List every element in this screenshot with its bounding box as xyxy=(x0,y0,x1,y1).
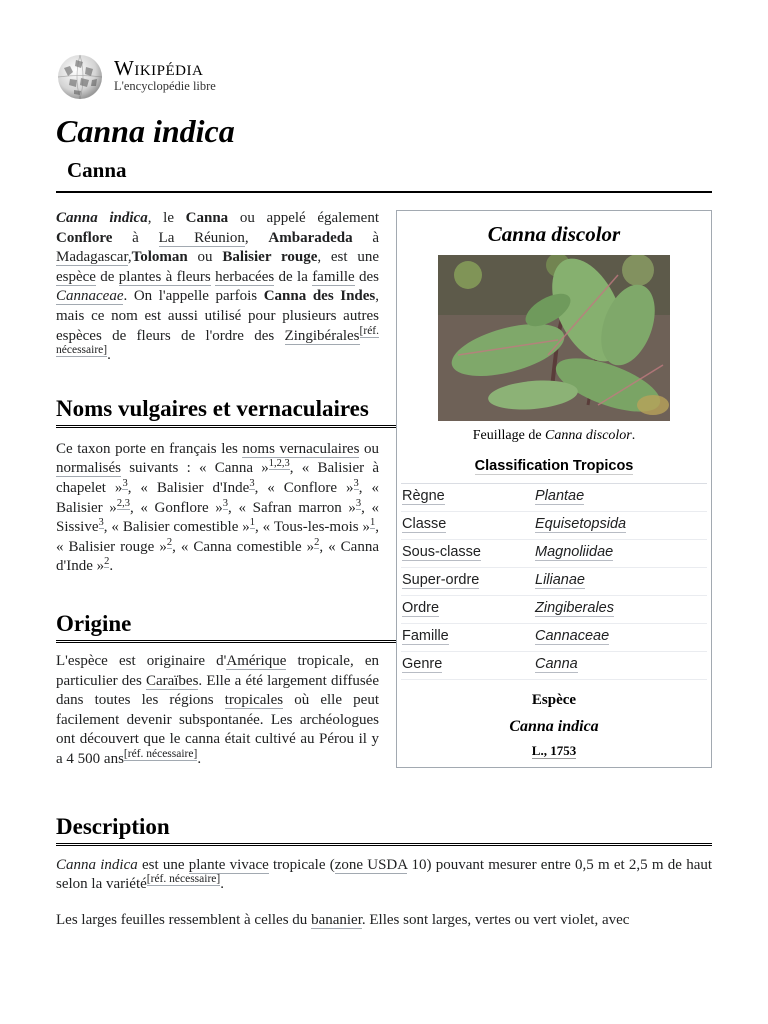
rank-link[interactable]: Genre xyxy=(402,656,443,673)
footnote[interactable]: 1 xyxy=(370,517,376,529)
title-divider xyxy=(56,191,712,193)
intro-text: de la xyxy=(274,268,313,285)
table-row xyxy=(401,511,707,539)
table-row xyxy=(401,484,707,512)
origine-text: . Elle a été largement diffusée dans toutes les régions xyxy=(56,672,379,709)
footnote[interactable]: 1,2,3 xyxy=(268,458,290,470)
species-authority xyxy=(397,741,711,761)
intro-bold: Toloman xyxy=(131,249,188,266)
intro-bold: Canna des Indes xyxy=(263,288,376,305)
link-amerique[interactable]: Amérique xyxy=(226,652,287,669)
taxon-link[interactable]: Magnoliidae xyxy=(535,544,614,561)
noms-text: , « Canna d'Inde » xyxy=(56,538,379,575)
description-text: . xyxy=(220,876,224,893)
footnote[interactable]: 2 xyxy=(166,536,173,548)
footnote[interactable]: 3 xyxy=(353,477,359,489)
noms-text: . xyxy=(109,558,114,575)
intro-text: , le xyxy=(147,210,186,226)
table-row xyxy=(401,651,707,679)
description-taxon: Canna indica xyxy=(56,856,138,873)
rank-label xyxy=(401,595,534,623)
description-text: . Elles sont larges, vertes ou vert violet, avec xyxy=(361,911,630,928)
taxobox-title: Canna discolor xyxy=(487,222,621,246)
noms-text: , « Tous-les-mois » xyxy=(255,519,371,536)
noms-text: suivants : « Canna » xyxy=(121,460,269,477)
canna-leaves-photo[interactable] xyxy=(438,255,670,421)
origine-text: L'espèce est originaire d' xyxy=(56,652,227,669)
site-header[interactable] xyxy=(56,52,256,102)
intro-text: . xyxy=(107,347,111,364)
link-herbacees[interactable]: herbacées xyxy=(215,268,275,285)
rank-label xyxy=(401,623,534,651)
rank-link[interactable]: Sous-classe xyxy=(402,544,481,561)
intro-bold: Conflore xyxy=(56,229,113,246)
intro-text: à xyxy=(352,229,379,246)
taxon-value xyxy=(534,484,707,512)
intro-bold: Canna xyxy=(185,210,229,226)
noms-text: , « Balisier d'Inde xyxy=(127,479,250,496)
rank-label xyxy=(401,651,534,679)
link-plantes-a-fleurs[interactable]: plantes à fleurs xyxy=(118,268,211,285)
link-plante-vivace[interactable]: plante vivace xyxy=(188,856,269,873)
noms-text: , « Gonflore » xyxy=(129,499,223,516)
classification-link[interactable]: Classification Tropicos xyxy=(474,458,634,475)
caption-end: . xyxy=(631,427,636,443)
footnote[interactable]: 3 xyxy=(355,497,362,509)
link-zingiberales[interactable]: Zingibérales xyxy=(284,327,360,344)
classification-table xyxy=(401,484,707,680)
taxon-link[interactable]: Plantae xyxy=(535,488,585,505)
heading-noms: Noms vulgaires et vernaculaires xyxy=(56,394,712,428)
classification-title[interactable] xyxy=(401,454,707,484)
footnote[interactable]: 3 xyxy=(122,477,128,489)
taxon-value xyxy=(534,623,707,651)
link-cannaceae[interactable]: Cannaceae xyxy=(56,288,124,305)
description-paragraph xyxy=(56,856,712,895)
description-text: tropicale ( xyxy=(268,856,335,873)
citation-needed[interactable]: [réf. nécessaire] xyxy=(146,873,221,886)
noms-text: , « Sissive xyxy=(56,499,380,536)
rank-link[interactable]: Super-ordre xyxy=(402,572,480,589)
origine-text: où elle peut facilement devenir subspontanée. Les archéologues ont découvert que le canna était cultivé au Pérou il y a 4 500 ans xyxy=(56,692,379,767)
noms-text: , « Balisier comestible » xyxy=(103,519,250,536)
footnote[interactable]: 3 xyxy=(222,497,229,509)
origine-text: . xyxy=(197,750,202,767)
intro-text: , xyxy=(244,229,269,246)
description-paragraph-2 xyxy=(56,911,712,931)
footnote[interactable]: 3 xyxy=(249,477,255,489)
table-row xyxy=(401,623,707,651)
rank-label xyxy=(401,484,534,512)
link-famille[interactable]: famille xyxy=(312,268,355,285)
noms-text: , « Balisier » xyxy=(56,479,380,516)
link-madagascar[interactable]: Madagascar xyxy=(56,249,128,266)
description-text: Les larges feuilles ressemblent à celles du xyxy=(56,911,312,928)
link-zone-usda[interactable]: zone USDA xyxy=(334,856,408,873)
heading-description: Description xyxy=(56,812,712,846)
intro-text: ou xyxy=(187,249,223,266)
intro-text: , est une xyxy=(317,249,380,266)
table-row xyxy=(401,595,707,623)
table-row xyxy=(401,539,707,567)
noms-text: , « Safran marron » xyxy=(228,499,356,516)
authority-link[interactable]: L., 1753 xyxy=(531,742,577,758)
species-name: Canna indica xyxy=(509,718,599,736)
link-caraibes[interactable]: Caraïbes xyxy=(145,672,199,689)
rank-link[interactable]: Famille xyxy=(402,628,449,645)
noms-text: Ce taxon porte en français les xyxy=(56,440,243,457)
intro-text: ou appelé également xyxy=(228,210,380,226)
taxon-value xyxy=(534,511,707,539)
footnote[interactable]: 3 xyxy=(124,497,130,509)
taxon-link[interactable]: Lilianae xyxy=(535,572,585,589)
footnote[interactable]: 2 xyxy=(314,536,320,548)
description-text: 10) pouvant mesurer entre 0,5 m et 2,5 m de haut selon la variété xyxy=(56,856,713,893)
taxon-link[interactable]: Zingiberales xyxy=(535,600,614,617)
link-normalises[interactable]: normalisés xyxy=(56,460,121,477)
intro-text: . On l'appelle parfois xyxy=(123,288,264,305)
intro-text: des xyxy=(354,268,379,285)
photo-caption xyxy=(397,426,711,446)
table-row xyxy=(401,567,707,595)
citation-needed[interactable]: [réf. nécessaire] xyxy=(123,747,198,760)
footnote[interactable]: 1 xyxy=(249,517,256,529)
link-espece[interactable]: espèce xyxy=(56,268,96,285)
intro-bold: Balisier rouge xyxy=(222,249,318,266)
taxon-value xyxy=(534,567,707,595)
wikipedia-globe-icon xyxy=(56,54,104,100)
intro-bold-title: Canna indica xyxy=(56,210,148,226)
intro-text: de xyxy=(95,268,119,285)
taxobox xyxy=(396,210,712,768)
rank-label xyxy=(401,511,534,539)
taxon-value xyxy=(534,595,707,623)
heading-origine: Origine xyxy=(56,609,712,643)
link-noms-vernaculaires[interactable]: noms vernaculaires xyxy=(242,440,360,457)
intro-bold: Ambaradeda xyxy=(268,229,353,246)
noms-text: , « Conflore » xyxy=(254,479,354,496)
taxon-link[interactable]: Canna xyxy=(535,656,578,673)
taxon-value xyxy=(534,539,707,567)
article-body xyxy=(56,201,712,930)
intro-text: à xyxy=(112,229,159,246)
intro-text: , xyxy=(127,249,132,266)
page-subtitle: Canna xyxy=(67,158,127,182)
rank-label xyxy=(401,567,534,595)
rank-label xyxy=(401,539,534,567)
link-la-reunion[interactable]: La Réunion xyxy=(158,229,245,246)
noms-text: ou xyxy=(359,440,379,457)
caption-taxon: Canna discolor xyxy=(545,427,632,443)
citation-needed[interactable]: [réf. nécessaire] xyxy=(56,324,379,357)
description-text: est une xyxy=(137,856,189,873)
noms-text: , « Balisier à chapelet » xyxy=(56,460,379,496)
site-wordmark: Wikipédia xyxy=(114,56,204,80)
intro-text: , mais ce nom est aussi utilisé pour plusieurs autres espèces de fleurs de l'ordre des xyxy=(56,288,379,344)
rank-link[interactable]: Ordre xyxy=(402,600,440,617)
caption-text: Feuillage de xyxy=(472,427,546,443)
noms-text: , « Balisier rouge » xyxy=(56,519,380,555)
taxon-link[interactable]: Equisetopsida xyxy=(535,516,627,533)
page-title: Canna indica xyxy=(56,113,235,149)
footnote[interactable]: 2, xyxy=(116,497,125,509)
footnote[interactable]: 3 xyxy=(98,517,104,529)
link-tropicales[interactable]: tropicales xyxy=(224,692,284,709)
rank-link[interactable]: Classe xyxy=(402,516,447,533)
rank-link[interactable]: Règne xyxy=(402,488,445,505)
origine-text: tropicale, en particulier des xyxy=(56,652,379,689)
site-tagline: L'encyclopédie libre xyxy=(114,79,216,93)
footnote[interactable]: 2 xyxy=(104,556,110,568)
noms-text: , « Canna comestible » xyxy=(172,538,315,555)
link-bananier[interactable]: bananier xyxy=(311,911,362,928)
species-label: Espèce xyxy=(531,691,577,708)
taxon-value xyxy=(534,651,707,679)
taxon-link[interactable]: Cannaceae xyxy=(535,628,610,645)
